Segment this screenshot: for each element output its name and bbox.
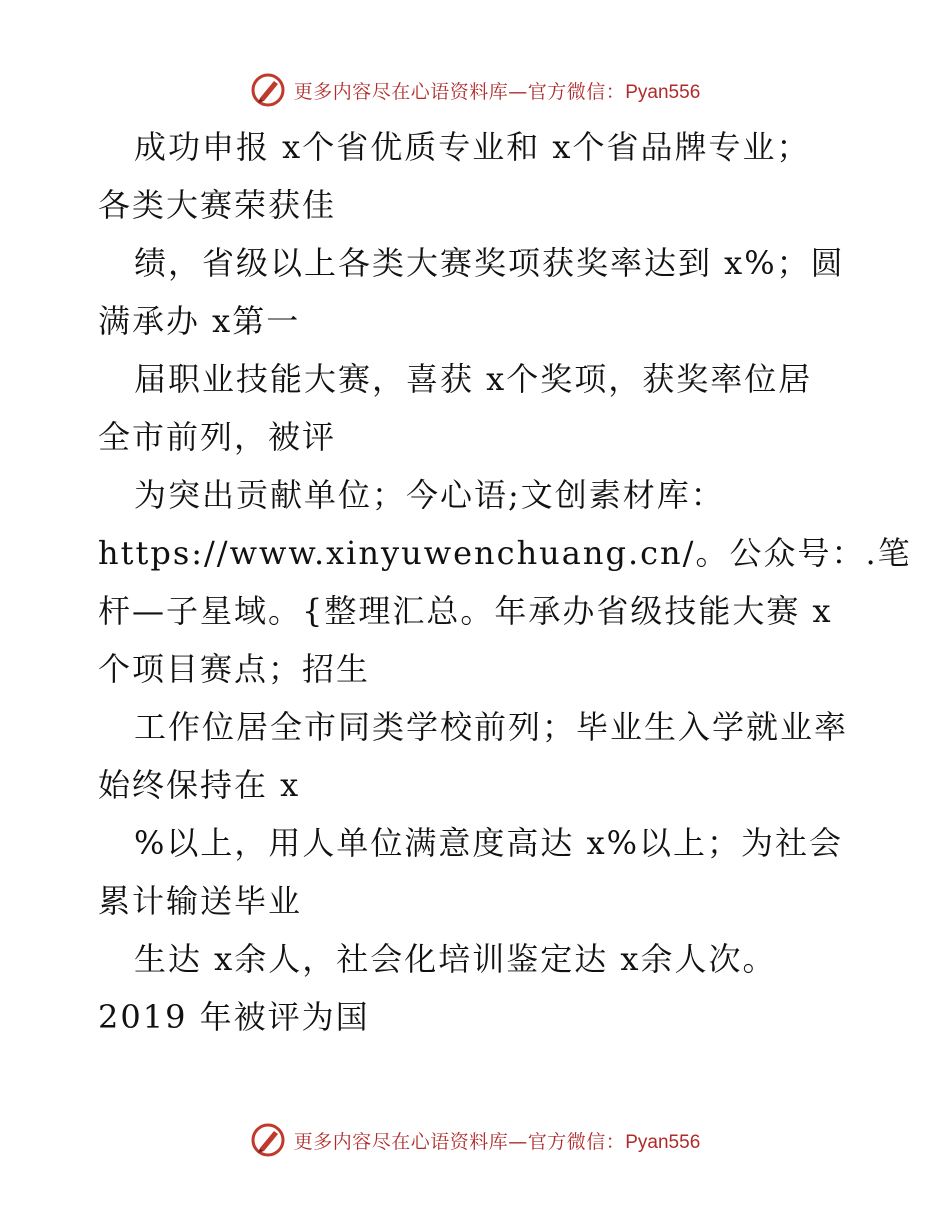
header-banner-wechat-id: Pyan556 bbox=[625, 81, 701, 103]
body-line: 个项目赛点；招生 bbox=[98, 650, 371, 688]
body-line: %以上，用人单位满意度高达 x%以上；为社会 bbox=[134, 824, 844, 862]
body-line: 届职业技能大赛，喜获 x个奖项，获奖率位居 bbox=[134, 360, 813, 398]
pen-logo-icon bbox=[250, 72, 286, 108]
header-banner bbox=[0, 70, 950, 110]
header-banner-label: 更多内容尽在心语资料库—官方微信： bbox=[293, 80, 626, 103]
header-banner-text bbox=[294, 77, 701, 104]
footer-banner bbox=[0, 1120, 950, 1160]
body-line: 始终保持在 x bbox=[98, 766, 301, 804]
body-line: 生达 x余人，社会化培训鉴定达 x余人次。 bbox=[134, 940, 777, 978]
body-line: 为突出贡献单位；今心语;文创素材库： bbox=[134, 476, 725, 514]
body-line: 杆—子星域。{整理汇总。年承办省级技能大赛 x bbox=[98, 592, 833, 630]
footer-banner-label: 更多内容尽在心语资料库—官方微信： bbox=[293, 1130, 626, 1153]
body-line: 全市前列，被评 bbox=[98, 418, 337, 456]
body-line: https://www.xinyuwenchuang.cn/。公众号：.笔 bbox=[98, 534, 912, 572]
body-line: 各类大赛荣获佳 bbox=[98, 186, 337, 224]
body-line: 工作位居全市同类学校前列；毕业生入学就业率 bbox=[134, 708, 849, 746]
body-line: 绩，省级以上各类大赛奖项获奖率达到 x%；圆 bbox=[134, 244, 845, 282]
body-line: 满承办 x第一 bbox=[98, 302, 301, 340]
footer-banner-wechat-id: Pyan556 bbox=[625, 1131, 701, 1153]
body-line: 2019 年被评为国 bbox=[98, 998, 370, 1036]
pen-logo-icon bbox=[250, 1122, 286, 1158]
document-body bbox=[98, 118, 912, 1046]
body-line: 累计输送毕业 bbox=[98, 882, 303, 920]
footer-banner-text bbox=[294, 1127, 701, 1154]
body-line: 成功申报 x个省优质专业和 x个省品牌专业； bbox=[134, 128, 811, 166]
